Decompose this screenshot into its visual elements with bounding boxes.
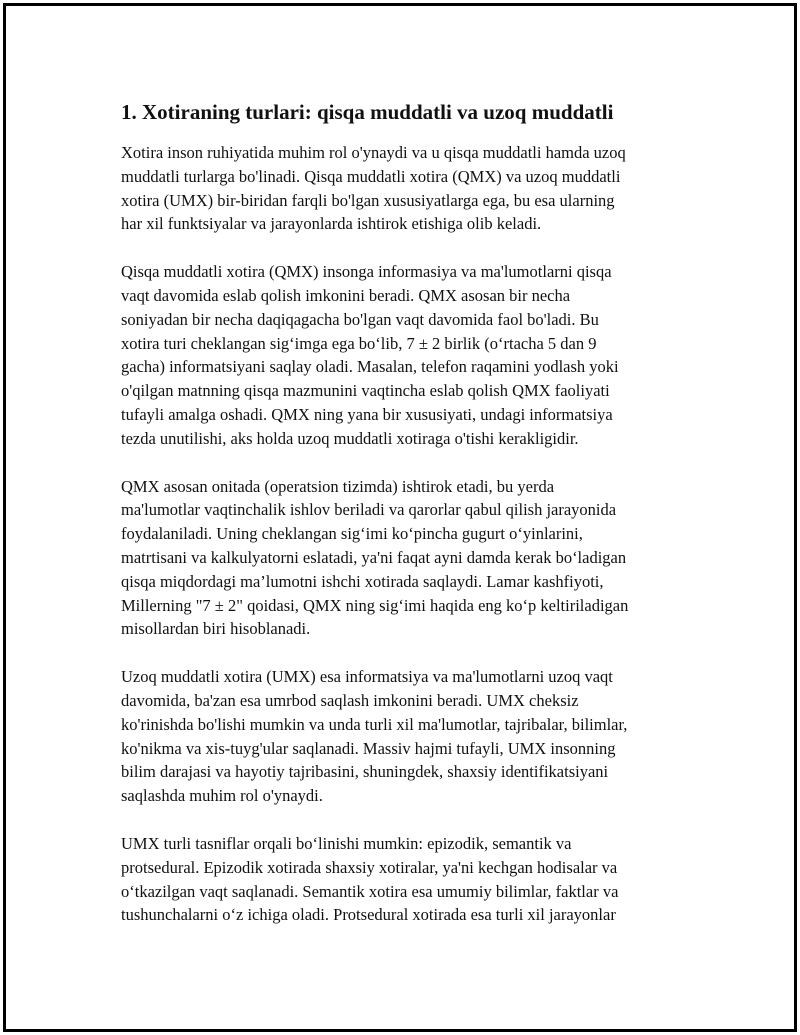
text-line: ko'rinishda bo'lishi mumkin va unda turli xil ma'lumotlar, tajribalar, bilimlar, bbox=[121, 714, 628, 734]
paragraph-2 bbox=[121, 260, 691, 450]
text-line: soniyadan bir necha daqiqagacha bo'lgan vaqt davomida faol bo'ladi. Bu bbox=[121, 309, 599, 329]
text-line: Qisqa muddatli xotira (QMX) insonga informasiya va ma'lumotlarni qisqa bbox=[121, 262, 612, 282]
text-line: QMX asosan onitada (operatsion tizimda) ishtirok etadi, bu yerda bbox=[121, 476, 555, 496]
text-line: tezda unutilishi, aks holda uzoq muddatli xotiraga o'tishi kerakligidir. bbox=[121, 428, 579, 448]
text-line: muddatli turlarga bo'linadi. Qisqa muddatli xotira (QMX) va uzoq muddatli bbox=[121, 166, 621, 186]
text-line: xotira turi cheklangan sig‘imga ega bo‘lib, 7 ± 2 birlik (o‘rtacha 5 dan 9 bbox=[121, 333, 597, 353]
text-line: davomida, ba'zan esa umrbod saqlash imkonini beradi. UMX cheksiz bbox=[121, 690, 579, 710]
text-line: har xil funktsiyalar va jarayonlarda ishtirok etishiga olib keladi. bbox=[121, 214, 542, 234]
text-line: ma'lumotlar vaqtinchalik ishlov beriladi va qarorlar qabul qilish jarayonida bbox=[121, 500, 617, 520]
text-line: tushunchalarni o‘z ichiga oladi. Protsedural xotirada esa turli xil jarayonlar bbox=[121, 905, 616, 925]
text-line: saqlashda muhim rol o'ynaydi. bbox=[121, 786, 323, 806]
text-line: Uzoq muddatli xotira (UMX) esa informatsiya va ma'lumotlarni uzoq vaqt bbox=[121, 667, 613, 687]
document-content bbox=[121, 99, 691, 951]
paragraph-3 bbox=[121, 475, 691, 642]
text-line: UMX turli tasniflar orqali bo‘linishi mumkin: epizodik, semantik va bbox=[121, 833, 572, 853]
paragraph-4 bbox=[121, 665, 691, 808]
text-line: xotira (UMX) bir-biridan farqli bo'lgan xususiyatlarga ega, bu esa ularning bbox=[121, 190, 615, 210]
section-heading: 1. Xotiraning turlari: qisqa muddatli va uzoq muddatli bbox=[121, 100, 614, 124]
text-line: bilim darajasi va hayotiy tajribasini, shuningdek, shaxsiy identifikatsiyani bbox=[121, 762, 609, 782]
text-line: ko'nikma va xis-tuyg'ular saqlanadi. Massiv hajmi tufayli, UMX insonning bbox=[121, 738, 616, 758]
text-line: protsedural. Epizodik xotirada shaxsiy xotiralar, ya'ni kechgan hodisalar va bbox=[121, 857, 618, 877]
document-page bbox=[3, 3, 797, 1032]
text-line: o'qilgan matnning qisqa mazmunini vaqtincha eslab qolish QMX faoliyati bbox=[121, 381, 610, 401]
text-line: matrtisani va kalkulyatorni eslatadi, ya'ni faqat ayni damda kerak bo‘ladigan bbox=[121, 547, 627, 567]
text-line: foydalaniladi. Uning cheklangan sig‘imi ko‘pincha gugurt o‘yinlarini, bbox=[121, 524, 583, 544]
text-line: Millerning "7 ± 2" qoidasi, QMX ning sig‘imi haqida eng ko‘p keltiriladigan bbox=[121, 595, 629, 615]
text-line: misollardan biri hisoblanadi. bbox=[121, 619, 311, 639]
text-line: tufayli amalga oshadi. QMX ning yana bir xususiyati, undagi informatsiya bbox=[121, 404, 613, 424]
text-line: vaqt davomida eslab qolish imkonini beradi. QMX asosan bir necha bbox=[121, 285, 571, 305]
text-line: o‘tkazilgan vaqt saqlanadi. Semantik xotira esa umumiy bilimlar, faktlar va bbox=[121, 881, 619, 901]
paragraph-1 bbox=[121, 141, 691, 236]
text-line: gacha) informatsiyani saqlay oladi. Masalan, telefon raqamini yodlash yoki bbox=[121, 357, 619, 377]
text-line: Xotira inson ruhiyatida muhim rol o'ynaydi va u qisqa muddatli hamda uzoq bbox=[121, 143, 626, 162]
text-line: qisqa miqdordagi ma’lumotni ishchi xotirada saqlaydi. Lamar kashfiyoti, bbox=[121, 571, 604, 591]
paragraph-5 bbox=[121, 832, 691, 927]
